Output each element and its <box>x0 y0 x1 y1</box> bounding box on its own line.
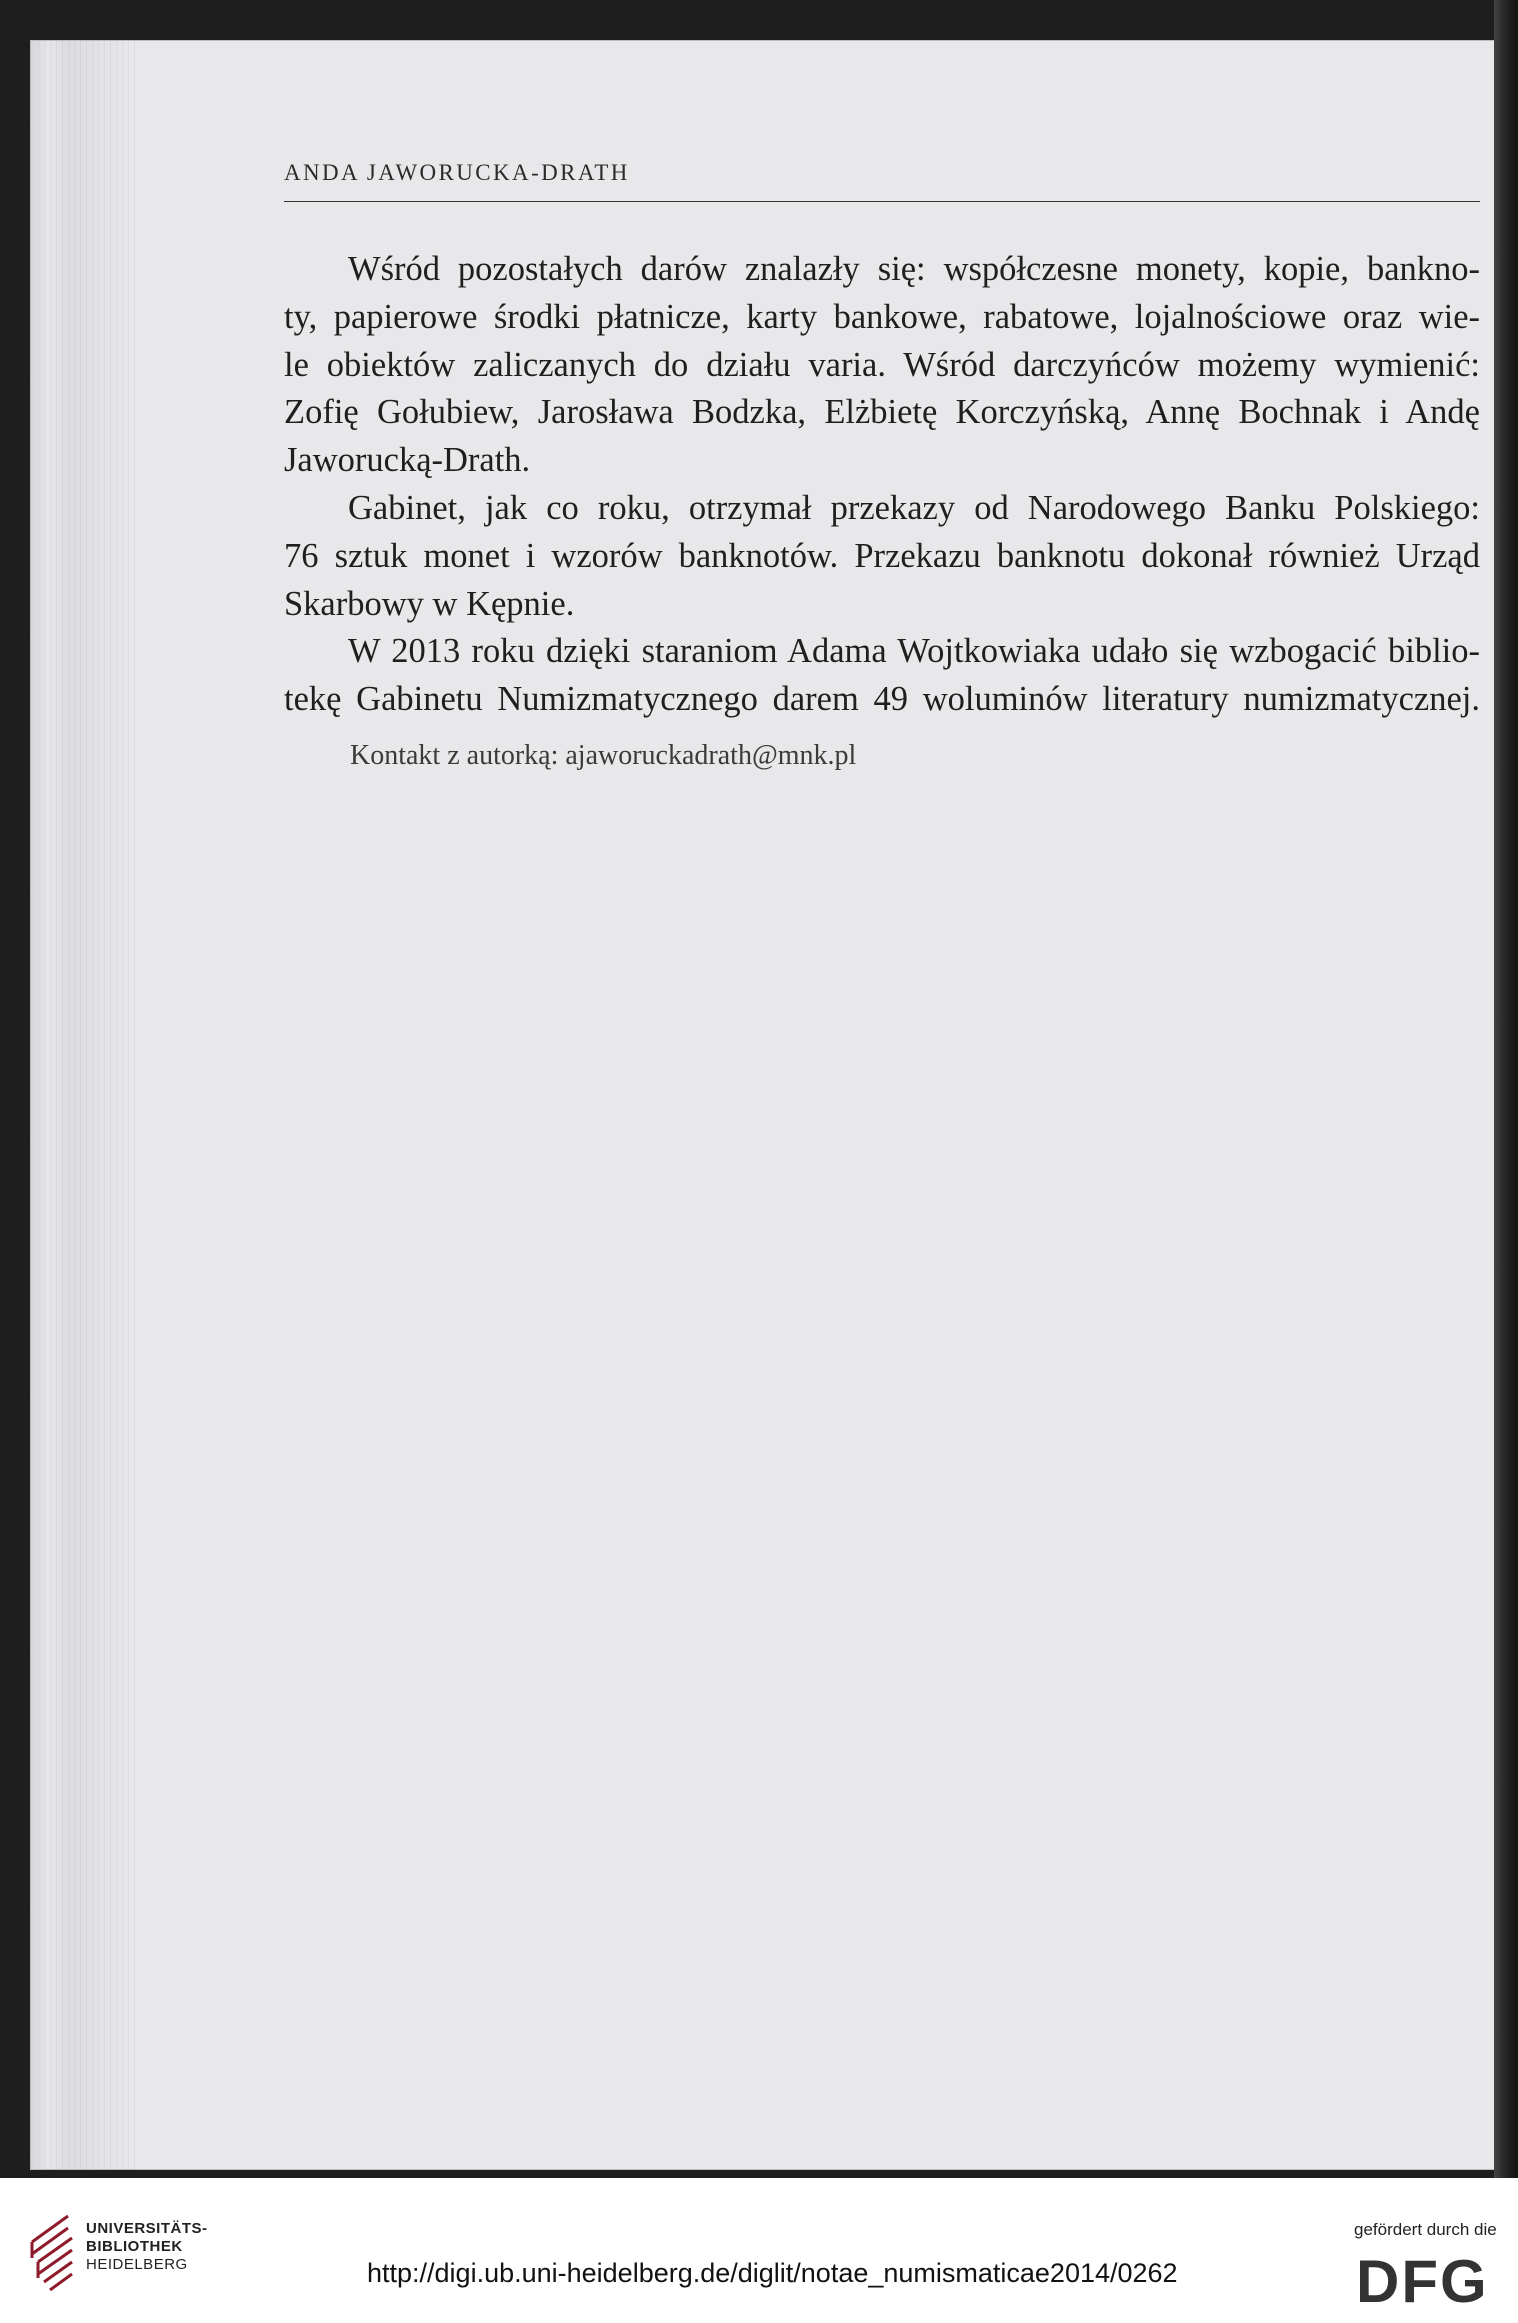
dfg-logo-text: DFG <box>1356 2248 1489 2308</box>
funding-caption: gefördert durch die <box>1354 2220 1497 2239</box>
dfg-logo-icon <box>1356 2248 1496 2308</box>
university-library-logo-icon <box>28 2212 76 2292</box>
author-contact: Kontakt z autorką: ajaworuckadrath@mnk.pl <box>350 740 857 771</box>
permalink-url[interactable]: http://digi.ub.uni-heidelberg.de/diglit/notae_numismaticae2014/0262 <box>367 2258 1178 2288</box>
text-line: ty, papierowe środki płatnicze, karty bankowe, rabatowe, lojalnościowe oraz wie- <box>284 297 1480 336</box>
library-name-line: UNIVERSITÄTS- <box>86 2220 208 2237</box>
text-line: tekę Gabinetu Numizmatycznego darem 49 woluminów literatury numizmatycznej. <box>284 680 1480 719</box>
text-line: le obiektów zaliczanych do działu varia. Wśród darczyńców możemy wymienić: <box>284 345 1480 384</box>
paragraph-2 <box>284 485 1480 628</box>
header-rule <box>284 201 1480 202</box>
text-line: Skarbowy w Kępnie. <box>284 584 575 623</box>
digitization-footer <box>0 2178 1518 2323</box>
library-name-line: HEIDELBERG <box>86 2256 188 2273</box>
text-line: Jaworucką-Drath. <box>284 441 531 480</box>
paragraph-1 <box>284 246 1480 485</box>
text-line: Gabinet, jak co roku, otrzymał przekazy od Narodowego Banku Polskiego: <box>348 488 1480 527</box>
university-library-name <box>86 2220 208 2274</box>
library-name-line: BIBLIOTHEK <box>86 2238 183 2255</box>
running-head: ANDA JAWORUCKA-DRATH <box>284 160 630 185</box>
body-text <box>284 246 1480 724</box>
text-line: Zofię Gołubiew, Jarosława Bodzka, Elżbietę Korczyńską, Annę Bochnak i Andę <box>284 393 1480 432</box>
page-edge-shadow <box>1494 0 1518 2178</box>
text-line: 76 sztuk monet i wzorów banknotów. Przekazu banknotu dokonał również Urząd <box>284 536 1480 575</box>
paragraph-3 <box>284 628 1480 724</box>
text-line: W 2013 roku dzięki staraniom Adama Wojtkowiaka udało się wzbogacić biblio- <box>348 632 1480 671</box>
text-line: Wśród pozostałych darów znalazły się: współczesne monety, kopie, bankno- <box>348 250 1480 288</box>
